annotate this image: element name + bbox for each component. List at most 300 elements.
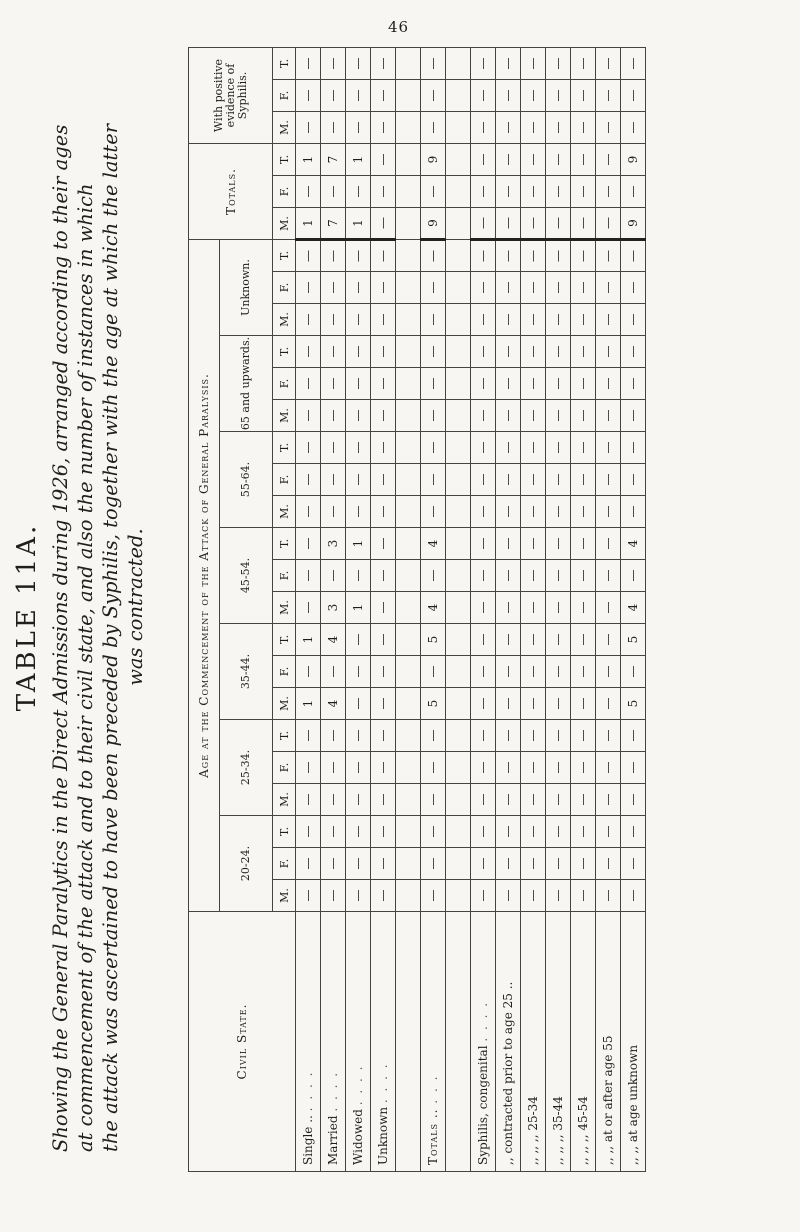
value-cell: — [521,880,546,912]
value-cell: — [571,528,596,560]
value-cell: — [421,784,446,816]
value-cell: — [596,272,621,304]
value-cell: — [346,816,371,848]
value-cell: — [621,112,646,144]
value-cell: 9 [421,208,446,240]
spacer-cell [396,240,421,272]
value-cell: — [346,720,371,752]
value-cell: — [421,848,446,880]
value-cell: — [496,240,521,272]
value-cell: — [321,368,346,400]
value-cell: — [471,848,496,880]
spacer-cell [396,656,421,688]
value-cell: — [421,560,446,592]
value-cell: — [546,48,571,80]
sex-subheader: M. [273,496,296,528]
paralytics-table [188,47,646,1172]
value-cell: — [321,464,346,496]
value-cell: — [471,624,496,656]
value-cell: — [596,784,621,816]
value-cell: — [471,784,496,816]
sex-subheader: F. [273,80,296,112]
spacer-cell [396,176,421,208]
spacer-cell [446,816,471,848]
row-label-cell [596,912,621,1172]
value-cell: — [471,272,496,304]
spacer-cell [396,880,421,912]
value-cell: — [546,784,571,816]
row-leader-dots: . . . . [376,1062,390,1104]
sex-subheader: F. [273,176,296,208]
row-label-cell [296,912,321,1172]
value-cell: — [546,464,571,496]
caption-line-3: the attack was ascertained to have been preceded by Syphilis, together with the age at which the latter [99,123,122,1152]
value-cell: 3 [321,528,346,560]
sex-subheader: F. [273,752,296,784]
value-cell: — [546,528,571,560]
value-cell: — [471,144,496,176]
spacer-cell [446,528,471,560]
sex-subheader: T. [273,144,296,176]
value-cell: — [621,848,646,880]
spacer-cell [396,848,421,880]
value-cell: — [296,720,321,752]
value-cell: — [596,48,621,80]
value-cell: — [596,688,621,720]
value-cell: — [296,272,321,304]
value-cell: — [596,560,621,592]
value-cell: 5 [621,624,646,656]
value-cell: — [321,336,346,368]
value-cell: — [421,176,446,208]
spacer-cell [396,560,421,592]
value-cell: — [296,496,321,528]
value-cell: 9 [621,208,646,240]
value-cell: — [571,784,596,816]
sex-subheader: M. [273,112,296,144]
value-cell: — [371,560,396,592]
value-cell: — [371,816,396,848]
spacer-cell [446,592,471,624]
value-cell: — [496,176,521,208]
caption-line-4: was contracted. [124,528,147,686]
value-cell: — [596,432,621,464]
value-cell: — [496,48,521,80]
value-cell: — [596,80,621,112]
row-leader-dots: . . . . [301,1070,315,1112]
sex-subheader: M. [273,592,296,624]
spacer-cell [446,912,471,1172]
row-label: Unknown [376,1106,390,1165]
value-cell: — [471,336,496,368]
value-cell: — [546,240,571,272]
value-cell: — [496,720,521,752]
value-cell: — [546,432,571,464]
spacer-cell [446,176,471,208]
spacer-cell [446,208,471,240]
value-cell: — [571,272,596,304]
row-label: Single .. [301,1115,315,1165]
value-cell: — [521,528,546,560]
value-cell: — [571,656,596,688]
value-cell: — [296,560,321,592]
value-cell: — [371,400,396,432]
value-cell: — [496,848,521,880]
sex-subheader: M. [273,400,296,432]
spacer-cell [396,752,421,784]
sex-subheader: M. [273,208,296,240]
group-header-syphilis: With positive evidence of Syphilis. [189,48,273,144]
value-cell: 1 [296,688,321,720]
value-cell: — [346,848,371,880]
value-cell: — [496,752,521,784]
value-cell: — [521,240,546,272]
value-cell: — [496,304,521,336]
value-cell: — [596,848,621,880]
value-cell: — [521,816,546,848]
value-cell: — [346,656,371,688]
value-cell: — [596,592,621,624]
value-cell: — [621,784,646,816]
value-cell: — [521,720,546,752]
spacer-cell [446,80,471,112]
value-cell: — [321,304,346,336]
value-cell: — [496,80,521,112]
sex-subheader: M. [273,784,296,816]
value-cell: 1 [296,208,321,240]
spacer-cell [396,336,421,368]
value-cell: — [321,752,346,784]
value-cell: 3 [321,592,346,624]
spacer-cell [396,784,421,816]
value-cell: — [346,432,371,464]
spacer-cell [446,688,471,720]
value-cell: — [546,816,571,848]
spacer-cell [396,720,421,752]
value-cell: 4 [621,592,646,624]
value-cell: — [471,48,496,80]
value-cell: — [546,624,571,656]
caption-line-2: at commencement of the attack and to their civil state, and also the number of instances in which [74,183,97,1152]
value-cell: 5 [421,624,446,656]
value-cell: — [571,48,596,80]
value-cell: — [621,176,646,208]
value-cell: — [621,560,646,592]
value-cell: 1 [346,592,371,624]
spacer-cell [446,496,471,528]
value-cell: — [546,112,571,144]
value-cell: — [371,688,396,720]
spacer-row [396,48,421,1172]
value-cell: 4 [321,624,346,656]
value-cell: — [296,528,321,560]
value-cell: — [571,432,596,464]
row-label-cell [621,912,646,1172]
value-cell: — [546,368,571,400]
spacer-cell [396,432,421,464]
value-cell: — [571,720,596,752]
value-cell: — [571,496,596,528]
row-label-cell [496,912,521,1172]
value-cell: 4 [421,528,446,560]
value-cell: — [321,48,346,80]
value-cell: — [596,880,621,912]
value-cell: — [471,752,496,784]
row-label: Widowed [351,1109,365,1165]
value-cell: — [371,272,396,304]
row-label: ,, contracted prior to age 25 .. [501,981,515,1165]
value-cell: — [596,208,621,240]
civil-state-header: Civil State. [189,912,296,1172]
value-cell: 5 [421,688,446,720]
value-cell: — [521,368,546,400]
value-cell: — [496,144,521,176]
spacer-cell [446,112,471,144]
value-cell: — [346,400,371,432]
sex-subheader: F. [273,272,296,304]
value-cell: — [496,528,521,560]
value-cell: — [371,304,396,336]
page-number: 46 [388,18,410,36]
value-cell: — [371,240,396,272]
group-header-totals: Totals. [189,144,273,240]
value-cell: — [421,304,446,336]
spacer-cell [446,432,471,464]
value-cell: — [571,880,596,912]
sex-subheader: M. [273,688,296,720]
value-cell: — [546,688,571,720]
spacer-cell [396,624,421,656]
value-cell: 1 [346,208,371,240]
value-cell: — [421,464,446,496]
value-cell: — [321,656,346,688]
row-leader-dots: . . . . [351,1064,365,1106]
value-cell: — [346,336,371,368]
value-cell: — [521,112,546,144]
row-label: ,, ,, ,, 35-44 [551,1096,565,1165]
value-cell: — [546,80,571,112]
value-cell: — [296,816,321,848]
value-cell: — [496,272,521,304]
row-label-cell [346,912,371,1172]
value-cell: — [521,48,546,80]
value-cell: — [521,656,546,688]
sex-subheader: T. [273,816,296,848]
value-cell: — [321,432,346,464]
value-cell: — [596,528,621,560]
table-row [621,48,646,1172]
value-cell: — [296,240,321,272]
value-cell: 1 [296,624,321,656]
sex-subheader: F. [273,560,296,592]
value-cell: — [346,784,371,816]
value-cell: — [546,400,571,432]
value-cell: — [571,240,596,272]
value-cell: — [421,656,446,688]
value-cell: — [471,80,496,112]
value-cell: — [496,688,521,720]
value-cell: — [296,592,321,624]
value-cell: — [621,336,646,368]
sex-subheader: T. [273,48,296,80]
value-cell: — [571,464,596,496]
value-cell: — [496,560,521,592]
value-cell: — [521,848,546,880]
value-cell: — [471,720,496,752]
value-cell: — [496,496,521,528]
value-cell: — [496,400,521,432]
row-label: Syphilis, congenital [476,1045,490,1165]
value-cell: — [546,752,571,784]
value-cell: — [321,496,346,528]
value-cell: — [596,464,621,496]
value-cell: 4 [621,528,646,560]
value-cell: — [296,304,321,336]
value-cell: — [621,48,646,80]
value-cell: — [471,528,496,560]
row-label-cell [321,912,346,1172]
row-leader-dots: . . . . [326,1070,340,1112]
value-cell: — [546,336,571,368]
age-group-header: 55-64. [220,432,273,528]
value-cell: — [346,48,371,80]
spacer-cell [396,592,421,624]
value-cell: — [371,208,396,240]
value-cell: — [321,880,346,912]
sex-subheader: F. [273,464,296,496]
sex-subheader: F. [273,848,296,880]
table-row [346,48,371,1172]
table-title: TABLE 11A. [12,522,42,712]
value-cell: — [321,848,346,880]
value-cell: — [421,80,446,112]
value-cell: — [546,880,571,912]
value-cell: — [546,496,571,528]
sex-subheader: T. [273,336,296,368]
value-cell: — [471,112,496,144]
value-cell: — [596,656,621,688]
spacer-cell [396,400,421,432]
value-cell: — [296,48,321,80]
value-cell: — [296,848,321,880]
spacer-cell [446,368,471,400]
value-cell: — [296,656,321,688]
value-cell: — [596,720,621,752]
spacer-cell [396,816,421,848]
value-cell: — [371,176,396,208]
value-cell: — [346,240,371,272]
value-cell: — [296,400,321,432]
spacer-cell [446,336,471,368]
value-cell: — [546,720,571,752]
table-heading [12,62,148,1172]
value-cell: — [521,464,546,496]
age-group-header: 20-24. [220,816,273,912]
value-cell: — [521,272,546,304]
value-cell: — [346,560,371,592]
table-row [596,48,621,1172]
value-cell: — [571,752,596,784]
spacer-cell [446,848,471,880]
value-cell: — [471,592,496,624]
value-cell: — [371,752,396,784]
row-label: Totals .. [426,1108,440,1165]
value-cell: — [571,144,596,176]
value-cell: — [321,560,346,592]
value-cell: — [471,496,496,528]
value-cell: — [571,112,596,144]
row-leader-dots: . . . [426,1074,440,1104]
value-cell: — [496,624,521,656]
row-label-cell [371,912,396,1172]
spacer-cell [396,208,421,240]
value-cell: — [521,144,546,176]
table-row [421,48,446,1172]
value-cell: — [471,656,496,688]
table-row [471,48,496,1172]
value-cell: — [471,368,496,400]
value-cell: 1 [296,144,321,176]
value-cell: — [546,656,571,688]
value-cell: — [596,144,621,176]
spacer-cell [446,752,471,784]
value-cell: — [471,464,496,496]
value-cell: — [471,880,496,912]
value-cell: — [321,176,346,208]
value-cell: — [496,368,521,400]
table-row [371,48,396,1172]
value-cell: 9 [421,144,446,176]
spacer-cell [446,880,471,912]
spacer-cell [396,496,421,528]
value-cell: — [296,752,321,784]
age-group-header: Unknown. [220,240,273,336]
value-cell: — [546,144,571,176]
value-cell: — [521,80,546,112]
value-cell: — [421,368,446,400]
value-cell: — [371,368,396,400]
value-cell: — [521,176,546,208]
spacer-cell [446,144,471,176]
row-label-cell [546,912,571,1172]
spacer-cell [446,272,471,304]
spacer-cell [446,240,471,272]
value-cell: — [321,272,346,304]
sex-subheader: T. [273,240,296,272]
value-cell: — [371,880,396,912]
value-cell: — [296,176,321,208]
value-cell: — [471,560,496,592]
value-cell: — [571,400,596,432]
table-caption [48,62,148,1172]
table-row [321,48,346,1172]
value-cell: — [571,368,596,400]
value-cell: — [371,720,396,752]
spacer-cell [446,464,471,496]
value-cell: — [521,688,546,720]
value-cell: — [546,208,571,240]
value-cell: — [346,688,371,720]
spacer-cell [446,720,471,752]
table-row [571,48,596,1172]
spacer-cell [396,912,421,1172]
spacer-cell [396,144,421,176]
value-cell: — [321,400,346,432]
value-cell: — [521,560,546,592]
value-cell: — [621,464,646,496]
value-cell: — [421,272,446,304]
row-label: ,, ,, at age unknown [626,1044,640,1165]
